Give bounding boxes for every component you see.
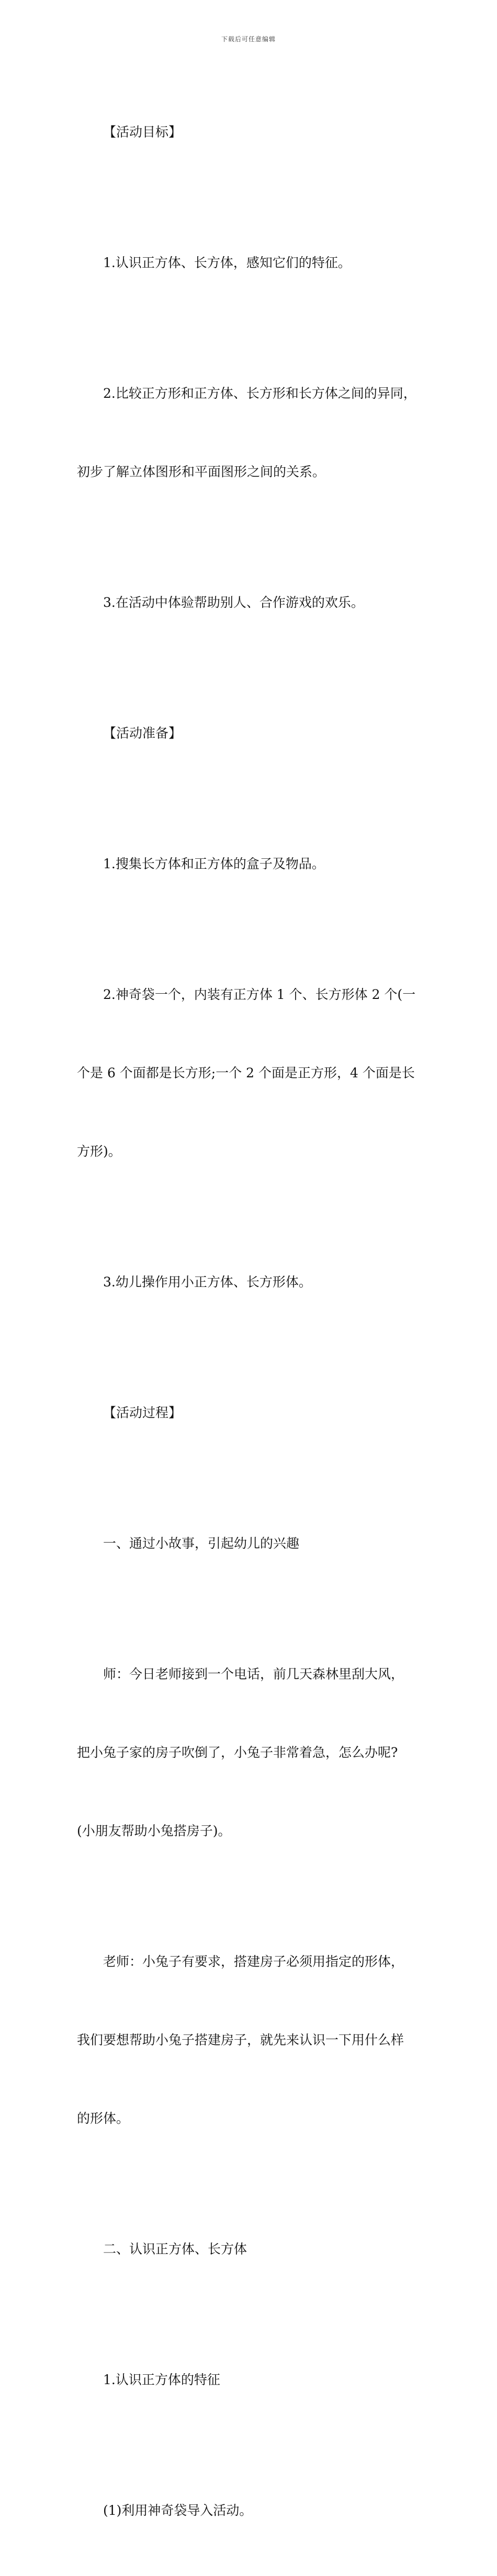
paragraph-subsection-1 xyxy=(77,2315,425,2445)
header-note: 下载后可任意编辑 xyxy=(221,36,276,43)
text-line: 初步了解立体图形和平面图形之间的关系。 xyxy=(77,464,326,479)
paragraph-process-heading xyxy=(77,1348,425,1478)
paragraph-step-1 xyxy=(77,2445,425,2576)
paragraph-prep-1 xyxy=(77,799,425,929)
text-line: 3.在活动中体验帮助别人、合作游戏的欢乐。 xyxy=(103,595,364,610)
text-line: 一、通过小故事，引起幼儿的兴趣 xyxy=(103,1536,300,1551)
text-line: 1.搜集长方体和正方体的盒子及物品。 xyxy=(103,856,325,871)
document-body xyxy=(77,67,425,2576)
text-line: 师：今日老师接到一个电话，前几天森林里刮大风， xyxy=(103,1666,404,1682)
text-line: 1.认识正方体的特征 xyxy=(103,2372,220,2387)
paragraph-goal-2 xyxy=(77,328,425,537)
text-line: 个是 6 个面都是长方形;一个 2 个面是正方形，4 个面是长 xyxy=(77,1065,415,1080)
text-line: 我们要想帮助小兔子搭建房子，就先来认识一下用什么样 xyxy=(77,2032,404,2048)
text-line: 2.神奇袋一个，内装有正方体 1 个、长方形体 2 个(一 xyxy=(103,987,416,1002)
paragraph-prep-heading xyxy=(77,668,425,799)
paragraph-goal-3 xyxy=(77,537,425,668)
text-line: 【活动过程】 xyxy=(103,1405,182,1420)
paragraph-section-2 xyxy=(77,2184,425,2315)
text-line: 方形)。 xyxy=(77,1144,121,1159)
text-line: 3.幼儿操作用小正方体、长方形体。 xyxy=(103,1274,312,1290)
text-line: 把小兔子家的房子吹倒了，小兔子非常着急，怎么办呢? xyxy=(77,1745,398,1760)
paragraph-goal-1 xyxy=(77,198,425,328)
paragraph-prep-3 xyxy=(77,1217,425,1348)
text-line: 【活动准备】 xyxy=(103,726,182,741)
text-line: (1)利用神奇袋导入活动。 xyxy=(103,2503,253,2518)
paragraph-teacher-request xyxy=(77,1896,425,2184)
text-line: 的形体。 xyxy=(77,2111,130,2126)
paragraph-goals-heading xyxy=(77,67,425,198)
text-line: 老师：小兔子有要求，搭建房子必须用指定的形体， xyxy=(103,1954,404,1969)
paragraph-section-1 xyxy=(77,1478,425,1609)
text-line: 2.比较正方形和正方体、长方形和长方体之间的异同， xyxy=(103,386,416,401)
text-line: (小朋友帮助小兔搭房子)。 xyxy=(77,1823,231,1838)
text-line: 二、认识正方体、长方体 xyxy=(103,2241,247,2257)
text-line: 【活动目标】 xyxy=(103,124,182,140)
paragraph-prep-2 xyxy=(77,929,425,1217)
paragraph-teacher-story xyxy=(77,1609,425,1896)
text-line: 1.认识正方体、长方体，感知它们的特征。 xyxy=(103,255,351,270)
